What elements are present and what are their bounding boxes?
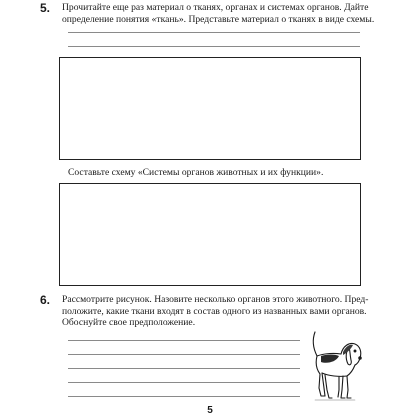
answer-line[interactable] xyxy=(68,382,300,383)
organ-systems-scheme-box[interactable] xyxy=(59,183,361,286)
answer-line[interactable] xyxy=(68,396,300,397)
answer-line[interactable] xyxy=(68,32,360,33)
answer-line[interactable] xyxy=(68,340,300,341)
scheme-prompt: Составьте схему «Системы органов животных и их функции». xyxy=(68,167,324,178)
task-5-line-2: определение понятия «ткань». Представьте материал о тканях в виде схемы. xyxy=(62,13,375,25)
task-6-line-3: Обоснуйте свое предположение. xyxy=(62,317,196,329)
page-number: 5 xyxy=(207,405,213,416)
task-5-number: 5. xyxy=(40,1,51,15)
task-6-line-2: положите, какие ткани входят в состав одного из названных вами органов. xyxy=(62,305,367,317)
task-5-line-1: Прочитайте еще раз материал о тканях, органах и системах органов. Дайте xyxy=(62,2,369,13)
answer-line[interactable] xyxy=(68,354,300,355)
tissue-scheme-box[interactable] xyxy=(59,57,361,160)
beagle-dog-icon xyxy=(303,322,365,402)
task-6-line-1: Рассмотрите рисунок. Назовите несколько органов этого животного. Пред- xyxy=(62,294,369,305)
task-5-text xyxy=(62,2,382,25)
answer-line[interactable] xyxy=(68,368,300,369)
answer-line[interactable] xyxy=(68,46,360,47)
task-6-number: 6. xyxy=(40,293,51,307)
